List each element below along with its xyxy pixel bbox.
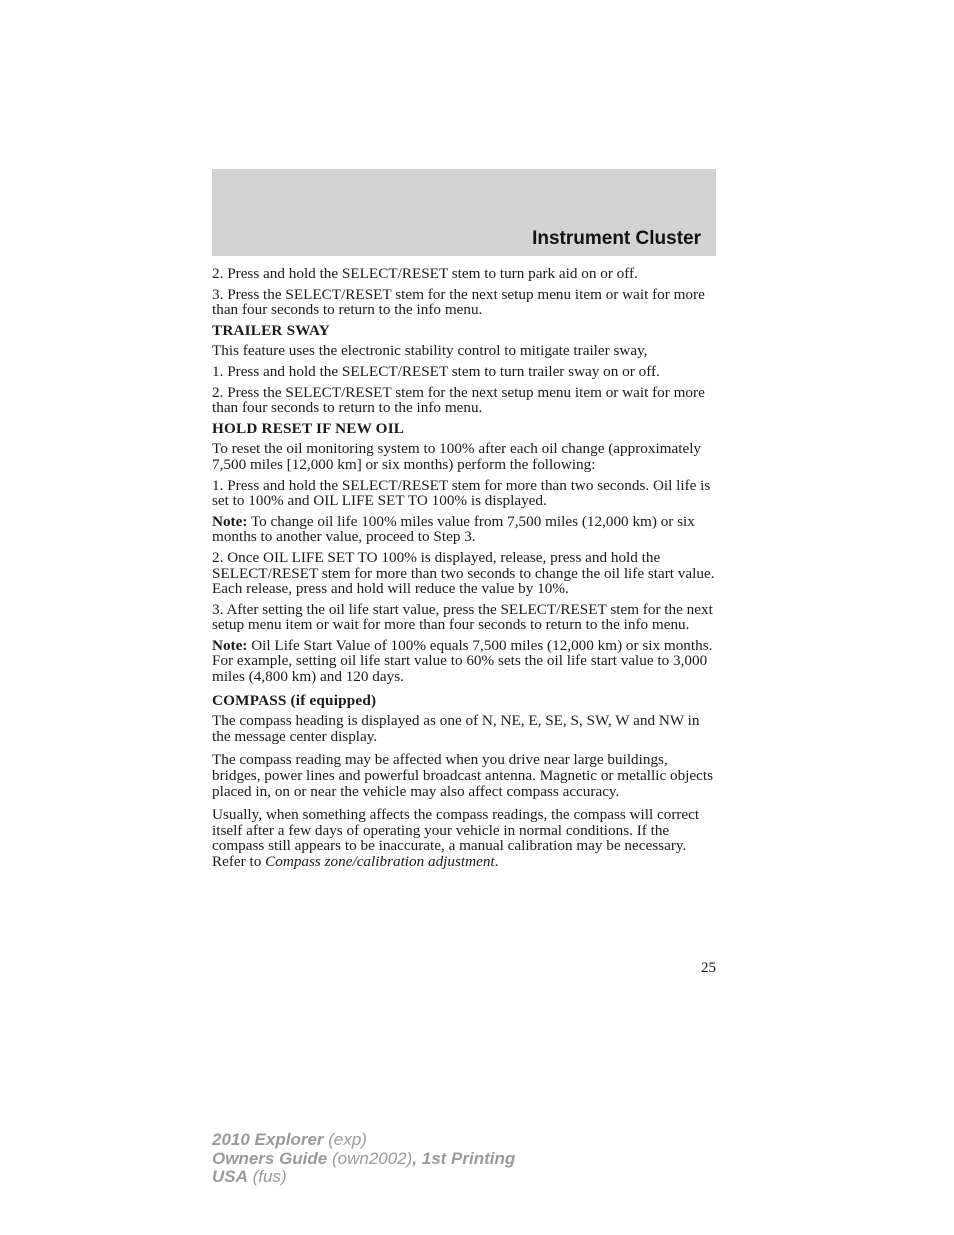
note-text: To change oil life 100% miles value from 7,500 miles (12,000 km) or six months to another value, proceed to Step 3. (212, 512, 695, 546)
paragraph: 2. Press the SELECT/RESET stem for the next setup menu item or wait for more than four seconds to return to the info menu. (212, 383, 705, 417)
note-label: Note: (212, 636, 248, 654)
section-header-band (212, 169, 716, 256)
footer-line-2 (212, 1150, 515, 1169)
paragraph-text: Usually, when something affects the compass readings, the compass will correct itself after a few days of operating your vehicle in normal conditions. If the compass still appears to be inaccurate, a manual calibration may be necessary. Refer to (212, 806, 700, 870)
heading-hold-reset: HOLD RESET IF NEW OIL (212, 419, 405, 437)
footer-edition (212, 1131, 515, 1187)
footer-line-3 (212, 1168, 515, 1187)
paragraph: This feature uses the electronic stability control to mitigate trailer sway, (212, 342, 648, 360)
footer-model-code: (exp) (323, 1130, 367, 1149)
heading-compass: COMPASS (if equipped) (212, 691, 377, 709)
paragraph (212, 807, 716, 869)
note-label: Note: (212, 512, 248, 530)
paragraph-end: . (494, 853, 499, 870)
paragraph: 2. Press and hold the SELECT/RESET stem to turn park aid on or off. (212, 265, 638, 282)
footer-market: USA (212, 1167, 248, 1186)
paragraph: 3. After setting the oil life start value, press the SELECT/RESET stem for the next setup menu item or wait for more than four seconds to return to the info menu. (212, 600, 713, 634)
heading-trailer-sway: TRAILER SWAY (212, 321, 330, 339)
paragraph: The compass reading may be affected when you drive near large buildings, bridges, power lines and powerful broadcast antenna. Magnetic or metallic objects placed in, on or near the vehicle may also affect compass accuracy. (212, 751, 714, 800)
paragraph: The compass heading is displayed as one of N, NE, E, SE, S, SW, W and NW in the message center display. (212, 712, 700, 745)
paragraph: To reset the oil monitoring system to 100% after each oil change (approximately 7,500 miles [12,000 km] or six months) perform the following: (212, 440, 702, 473)
paragraph: 1. Press and hold the SELECT/RESET stem to turn trailer sway on or off. (212, 362, 660, 380)
page-number: 25 (701, 960, 716, 976)
page-body (212, 266, 716, 875)
paragraph: 2. Once OIL LIFE SET TO 100% is displayed, release, press and hold the SELECT/RESET stem for more than two seconds to change the oil life start value. Each release, press and hold will reduce the value by 10%. (212, 548, 715, 598)
note-paragraph (212, 514, 716, 545)
footer-printing: , 1st Printing (412, 1148, 516, 1168)
paragraph: 3. Press the SELECT/RESET stem for the next setup menu item or wait for more than four seconds to return to the info menu. (212, 285, 705, 319)
section-title: Instrument Cluster (532, 228, 701, 249)
cross-reference: Compass zone/calibration adjustment (265, 853, 495, 870)
footer-line-1 (212, 1131, 515, 1150)
footer-guide: Owners Guide (212, 1148, 328, 1168)
note-paragraph (212, 638, 716, 685)
footer-guide-code: (own2002) (327, 1148, 413, 1168)
footer-market-code: (fus) (247, 1167, 287, 1186)
footer-model: 2010 Explorer (212, 1130, 324, 1149)
note-text: Oil Life Start Value of 100% equals 7,500 miles (12,000 km) or six months. For example, setting oil life start value to 60% sets the oil life start value to 3,000 miles (4,800 km) and 120 days. (212, 636, 713, 686)
paragraph: 1. Press and hold the SELECT/RESET stem for more than two seconds. Oil life is set to 100% and OIL LIFE SET TO 100% is displayed. (212, 476, 711, 510)
